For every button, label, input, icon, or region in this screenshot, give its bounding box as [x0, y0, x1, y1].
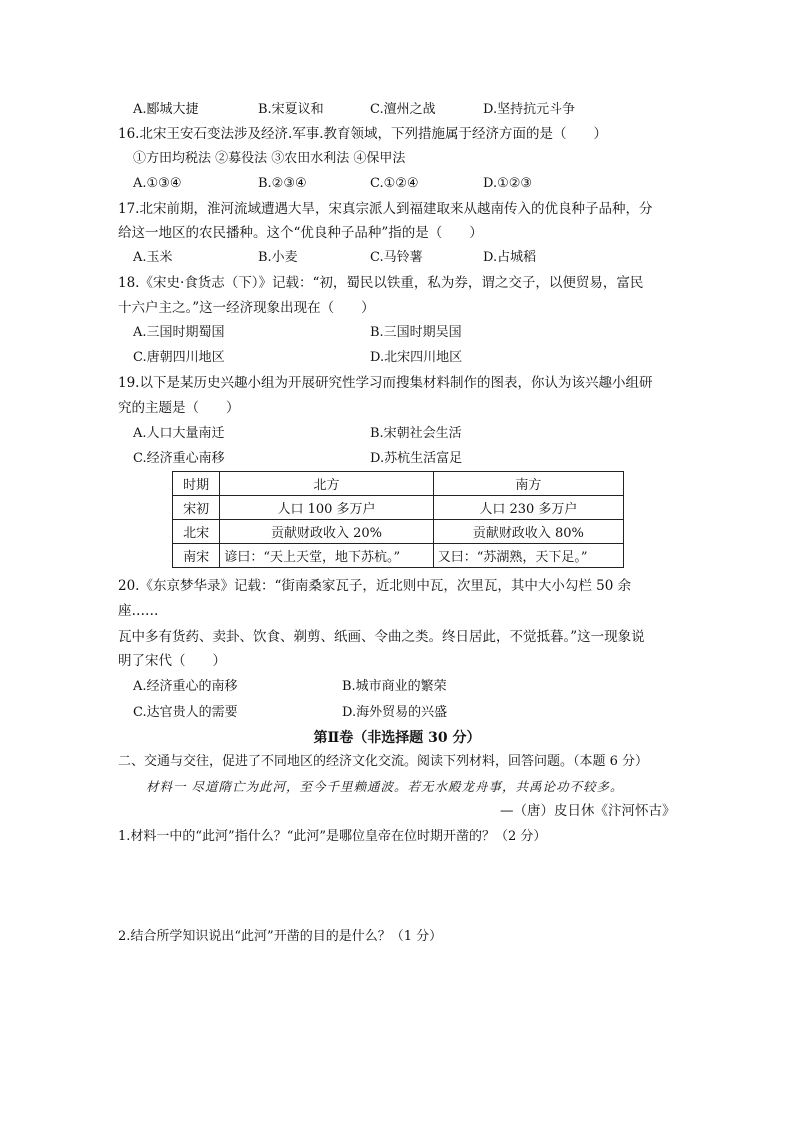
q18-stem-line2: 十六户主之。”这一经济现象出现在（ ）: [118, 300, 375, 316]
table-cell: 谚曰：“天上天堂，地下苏杭。”: [220, 544, 433, 568]
q19-option-a: A.人口大量南迁: [133, 426, 225, 441]
q19-table: [172, 471, 624, 568]
q20-stem-line3: 瓦中多有货药、卖卦、饮食、剃剪、纸画、令曲之类。终日居此，不觉抵暮。”这一现象说: [118, 629, 645, 645]
table-cell: 人口 230 多万户: [433, 496, 623, 520]
q18-option-d: D.北宋四川地区: [370, 350, 463, 365]
table-cell: 南宋: [173, 544, 220, 568]
q15-option-b: B.宋夏议和: [258, 102, 324, 117]
table-cell: 宋初: [173, 496, 220, 520]
q20-option-a: A.经济重心的南移: [133, 679, 238, 694]
table-row: [173, 496, 624, 520]
q16-items: ①方田均税法 ②募役法 ③农田水利法 ④保甲法: [133, 151, 406, 166]
table-row: [173, 544, 624, 568]
q16-option-c: C.①②④: [370, 176, 419, 191]
q19-stem-line2: 究的主题是（ ）: [118, 400, 240, 416]
part2-title: 第Ⅱ卷（非选择题 30 分）: [313, 730, 481, 746]
q20-option-c: C.达官贵人的需要: [133, 705, 238, 720]
q16-stem: 16.北宋王安石变法涉及经济.军事.教育领域，下列措施属于经济方面的是（ ）: [118, 126, 608, 142]
table-row: [173, 472, 624, 496]
table-cell: 贡献财政收入 20%: [220, 520, 433, 544]
q16-option-d: D.①②③: [483, 176, 533, 191]
q16-option-a: A.①③④: [133, 176, 182, 191]
q15-option-a: A.郾城大捷: [133, 102, 199, 117]
table-cell: 人口 100 多万户: [220, 496, 433, 520]
q20-option-b: B.城市商业的繁荣: [342, 679, 447, 694]
table-cell: 又曰：“苏湖熟，天下足。”: [433, 544, 623, 568]
table-row: [173, 520, 624, 544]
q20-stem-line2: 座……: [118, 603, 159, 619]
q16-option-b: B.②③④: [258, 176, 307, 191]
part2-material-source: —（唐）皮日休《汴河怀古》: [500, 803, 676, 819]
q20-option-d: D.海外贸易的兴盛: [342, 705, 448, 720]
table-cell: 北宋: [173, 520, 220, 544]
q17-option-d: D.占城稻: [483, 250, 537, 265]
table-header-period: 时期: [173, 472, 220, 496]
table-header-north: 北方: [220, 472, 433, 496]
q18-option-a: A.三国时期蜀国: [133, 325, 225, 340]
q17-stem-line1: 17.北宋前期，淮河流域遭遇大旱，宋真宗派人到福建取来从越南传入的优良种子品种，分: [118, 201, 653, 217]
q20-stem-line1: 20.《东京梦华录》记载：“街南桑家瓦子，近北则中瓦，次里瓦，其中大小勾栏 50 余: [118, 578, 632, 594]
q18-stem-line1: 18.《宋史·食货志（下）》记载：“初，蜀民以铁重，私为券，谓之交子，以便贸易，富民: [118, 275, 644, 291]
q20-stem-line4: 明了宋代（ ）: [118, 653, 226, 669]
table-header-south: 南方: [433, 472, 623, 496]
q19-option-d: D.苏杭生活富足: [370, 451, 463, 466]
part2-material-one: 材料一 尽道隋亡为此河，至今千里赖通波。若无水殿龙舟事，共禹论功不较多。: [146, 779, 624, 794]
q15-option-d: D.坚持抗元斗争: [483, 102, 576, 117]
q17-option-b: B.小麦: [258, 250, 298, 265]
q15-option-c: C.澶州之战: [370, 102, 436, 117]
q19-stem-line1: 19.以下是某历史兴趣小组为开展研究性学习而搜集材料制作的图表，你认为该兴趣小组研: [118, 375, 653, 391]
q18-option-b: B.三国时期吴国: [370, 325, 462, 340]
q19-option-c: C.经济重心南移: [133, 451, 225, 466]
part2-question-1: 1.材料一中的“此河”指什么？“此河”是哪位皇帝在位时期开凿的？（2 分）: [118, 829, 547, 844]
part2-question-2: 2.结合所学知识说出“此河”开凿的目的是什么？（1 分）: [118, 929, 443, 944]
part2-section-heading: 二、交通与交往，促进了不同地区的经济文化交流。阅读下列材料，回答问题。（本题 6 分）: [118, 754, 649, 769]
q17-stem-line2: 给这一地区的农民播种。这个“优良种子品种”指的是（ ）: [118, 225, 483, 241]
q19-option-b: B.宋朝社会生活: [370, 426, 462, 441]
q18-option-c: C.唐朝四川地区: [133, 350, 225, 365]
q17-option-a: A.玉米: [133, 250, 173, 265]
table-cell: 贡献财政收入 80%: [433, 520, 623, 544]
q17-option-c: C.马铃薯: [370, 250, 423, 265]
